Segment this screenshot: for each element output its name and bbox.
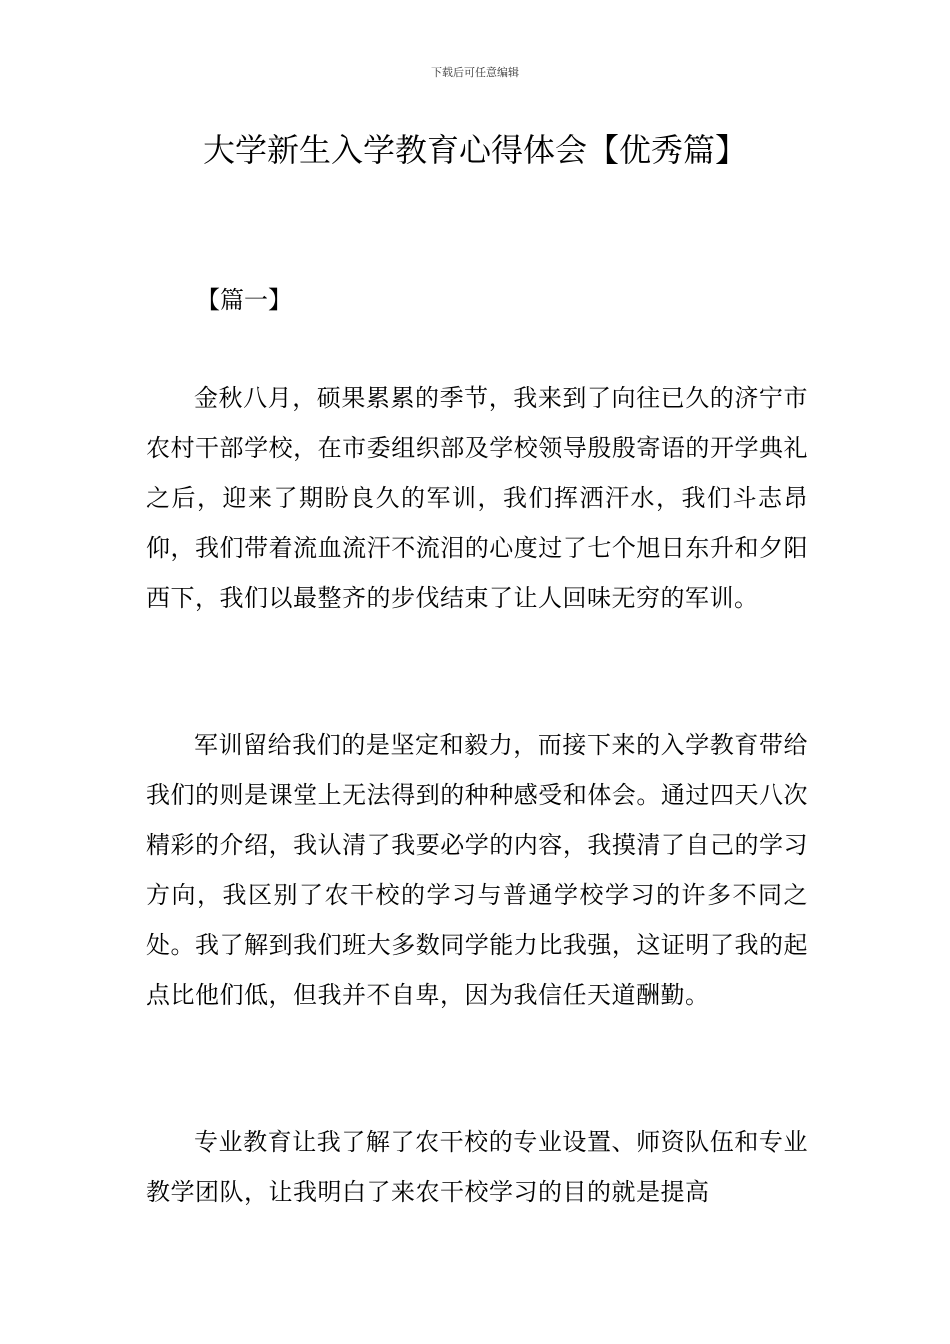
paragraph-3: 专业教育让我了解了农干校的专业设置、师资队伍和专业教学团队，让我明白了来农干校学习的目的就是提高: [146, 1128, 808, 1206]
document-title: 大学新生入学教育心得体会【优秀篇】: [202, 131, 747, 169]
paragraph-2: 军训留给我们的是坚定和毅力，而接下来的入学教育带给我们的则是课堂上无法得到的种种感受和体会。通过四天八次精彩的介绍，我认清了我要必学的内容，我摸清了自己的学习方向，我区别了农干校的学习与普通学校学习的许多不同之处。我了解到我们班大多数同学能力比我强，这证明了我的起点比他们低，但我并不自卑，因为我信任天道酬勤。: [146, 731, 808, 1009]
header-note: 下载后可任意编辑: [431, 66, 519, 79]
paragraph-1: 金秋八月，硕果累累的季节，我来到了向往已久的济宁市农村干部学校，在市委组织部及学校领导殷殷寄语的开学典礼之后，迎来了期盼良久的军训，我们挥洒汗水，我们斗志昂仰，我们带着流血流汗不流泪的心度过了七个旭日东升和夕阳西下，我们以最整齐的步伐结束了让人回味无穷的军训。: [146, 384, 808, 612]
section-heading: 【篇一】: [196, 286, 292, 314]
